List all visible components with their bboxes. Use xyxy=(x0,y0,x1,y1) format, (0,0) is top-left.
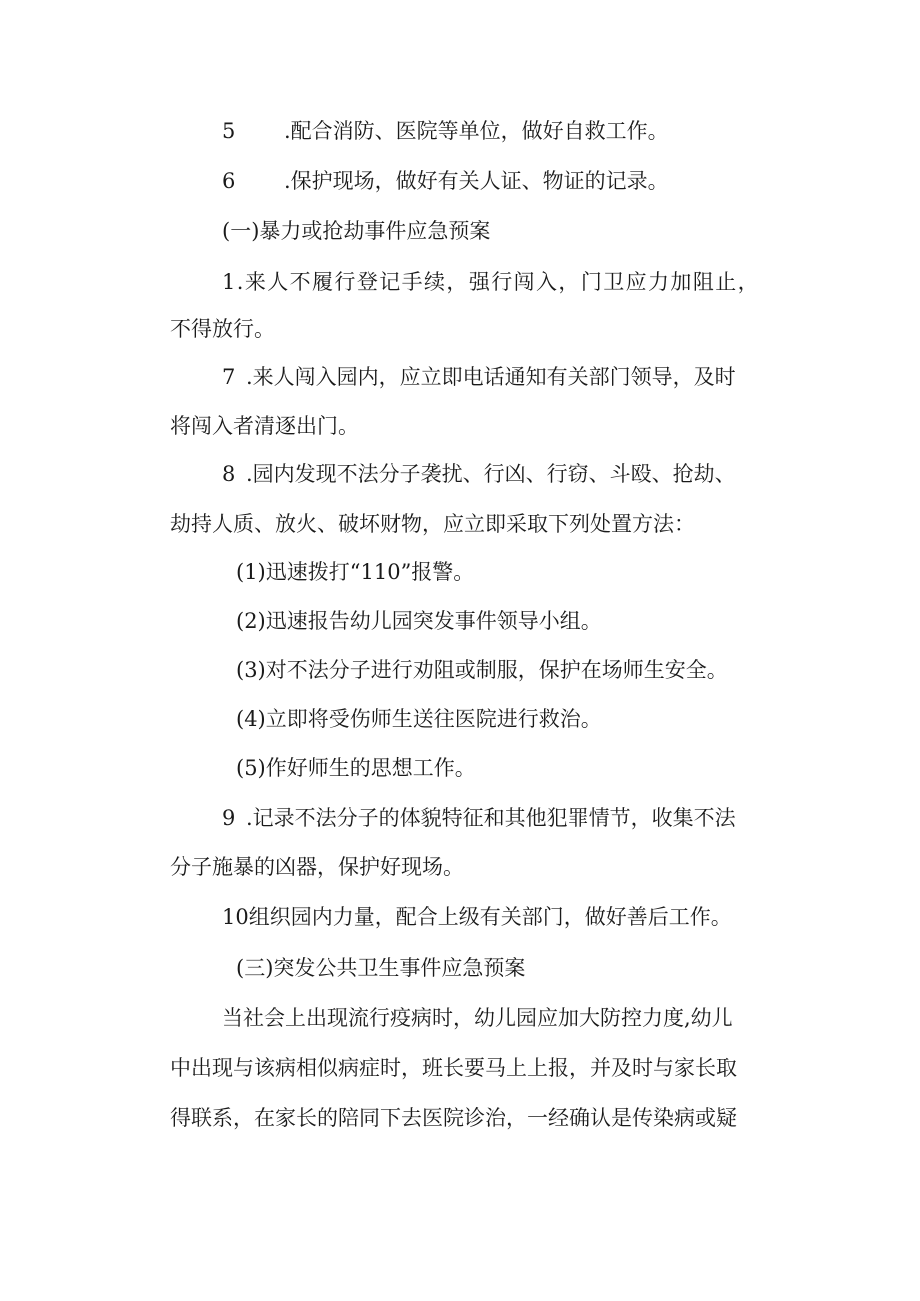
list-item-10: 10组织园内力量，配合上级有关部门，做好善后工作。 xyxy=(222,905,732,929)
sub-item-5: (5)作好师生的思想工作。 xyxy=(236,756,476,780)
paragraph-line: 得联系，在家长的陪同下去医院诊治，一经确认是传染病或疑 xyxy=(170,1106,737,1130)
sub-item-3: (3)对不法分子进行劝阻或制服，保护在场师生安全。 xyxy=(236,658,728,682)
sub-item-1: (1)迅速拨打“110”报警。 xyxy=(236,560,475,584)
paragraph-line: 不得放行。 xyxy=(170,317,275,341)
item-text: .配合消防、医院等单位，做好自救工作。 xyxy=(284,119,669,143)
list-item-8 xyxy=(222,460,736,488)
paragraph-line: 将闯入者清逐出门。 xyxy=(170,414,359,438)
sub-item-2: (2)迅速报告幼儿园突发事件领导小组。 xyxy=(236,609,602,633)
list-item-6 xyxy=(222,167,669,195)
item-text: .园内发现不法分子袭扰、行凶、行窃、斗殴、抢劫、 xyxy=(246,462,736,486)
paragraph-line: 劫持人质、放火、破坏财物，应立即采取下列处置方法： xyxy=(170,512,695,536)
sub-item-4: (4)立即将受伤师生送往医院进行救治。 xyxy=(236,707,602,731)
item-text: .来人闯入园内，应立即电话通知有关部门领导，及时 xyxy=(246,365,736,389)
item-number: 7 xyxy=(222,365,236,389)
paragraph-line: 分子施暴的凶器，保护好现场。 xyxy=(170,855,464,879)
list-item-5 xyxy=(222,117,669,145)
item-number: 8 xyxy=(222,462,236,486)
list-item-7 xyxy=(222,363,736,391)
item-text: .保护现场，做好有关人证、物证的记录。 xyxy=(284,169,669,193)
paragraph-line: 中出现与该病相似病症时，班长要马上上报，并及时与家长取 xyxy=(170,1056,737,1080)
section-heading-public-health: (三)突发公共卫生事件应急预案 xyxy=(236,956,526,980)
paragraph-line: 当社会上出现流行疫病时，幼儿园应加大防控力度,幼儿 xyxy=(222,1006,733,1030)
item-number: 9 xyxy=(222,806,236,830)
item-text: .记录不法分子的体貌特征和其他犯罪情节，收集不法 xyxy=(246,806,736,830)
item-number: 6 xyxy=(222,169,236,193)
paragraph-line: 1.来人不履行登记手续，强行闯入，门卫应力加阻止， xyxy=(222,270,761,294)
list-item-9 xyxy=(222,804,736,832)
section-heading-violence: (一)暴力或抢劫事件应急预案 xyxy=(222,219,491,243)
item-number: 5 xyxy=(222,119,236,143)
